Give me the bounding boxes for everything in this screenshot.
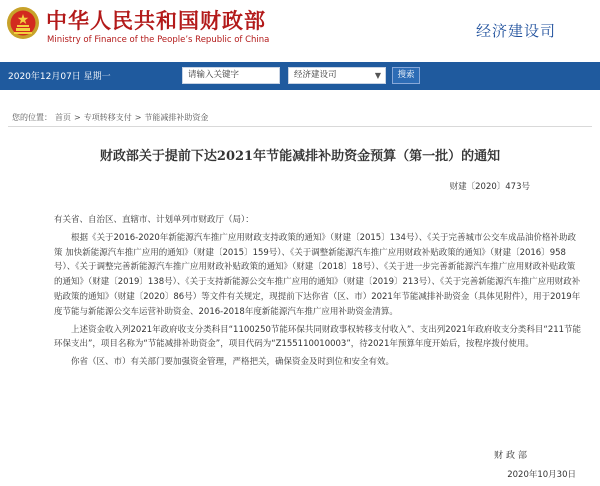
document-title: 财政部关于提前下达2021年节能减排补助资金预算（第一批）的通知 bbox=[99, 149, 501, 164]
breadcrumb bbox=[12, 112, 211, 123]
search-button[interactable]: 搜索 bbox=[392, 67, 420, 84]
breadcrumb-separator: > bbox=[134, 113, 142, 122]
document-body bbox=[54, 213, 582, 373]
signer: 财政部 bbox=[493, 451, 530, 461]
body-paragraph: 上述资金收入列2021年政府收支分类科目“1100250节能环保共同财政事权转移支付收入”、支出列2021年政府收支分类科目“211节能环保支出”，项目名称为“节能减排补助资金”，项目代码为“Z155110010003”，待2021年预算年度开始后，按程序拨付使用。 bbox=[54, 324, 582, 350]
divider bbox=[8, 126, 592, 127]
addressee: 有关省、自治区、直辖市、计划单列市财政厅（局）： bbox=[54, 215, 254, 225]
scope-select-value: 经济建设司 bbox=[294, 70, 337, 80]
site-header bbox=[0, 0, 600, 62]
breadcrumb-item-home[interactable]: 首页 bbox=[55, 113, 71, 122]
document-number: 财建〔2020〕473号 bbox=[449, 182, 530, 192]
body-paragraph: 根据《关于2016-2020年新能源汽车推广应用财政支持政策的通知》（财建〔2015〕134号）、《关于完善城市公交车成品油价格补助政策 加快新能源汽车推广应用的通知》（财建〔2015〕159号）、《关于调整新能源汽车推广应用财政补贴政策的通知》（财建〔2016〕958号）、《关于调整完善新能源汽车推广应用财政补贴政策的通知》（财建〔2018〕18号）、《关于进一步完善新能源汽车推广应用财政补贴政策的通知》（财建〔2019〕138号）、《关于支持新能源公交车推广应用的通知》（财建〔2019〕213号）、《关于完善新能源汽车推广应用财政补贴政策的通知》（财建〔2020〕86号）等文件有关规定，现提前下达你省（区、市）2021年节能减排补助资金（具体见附件），用于2019年度节能与新能源公交车运营补助资金、2016-2018年度新能源汽车推广应用补助资金清算。 bbox=[54, 232, 581, 317]
scope-select[interactable] bbox=[288, 67, 386, 84]
site-subtitle: Ministry of Finance of the People’s Republic of China bbox=[47, 35, 270, 45]
top-toolbar bbox=[0, 62, 600, 90]
chevron-down-icon: ▼ bbox=[374, 71, 381, 80]
body-paragraph: 你省（区、市）有关部门要加强资金管理，严格把关，确保资金及时到位和安全有效。 bbox=[71, 357, 395, 368]
current-date: 2020年12月07日 星期一 bbox=[8, 72, 111, 82]
section-name[interactable]: 经济建设司 bbox=[475, 22, 556, 40]
sign-date: 2020年10月30日 bbox=[507, 470, 576, 480]
breadcrumb-label: 您的位置： bbox=[12, 113, 52, 122]
breadcrumb-separator: > bbox=[74, 113, 81, 122]
site-title: 中华人民共和国财政部 bbox=[46, 9, 266, 33]
breadcrumb-item-subsidy[interactable]: 节能减排补助资金 bbox=[144, 113, 209, 122]
search-input[interactable]: 请输入关键字 bbox=[182, 67, 280, 84]
breadcrumb-item-transfer[interactable]: 专项转移支付 bbox=[83, 113, 132, 122]
national-emblem-icon bbox=[6, 6, 40, 40]
